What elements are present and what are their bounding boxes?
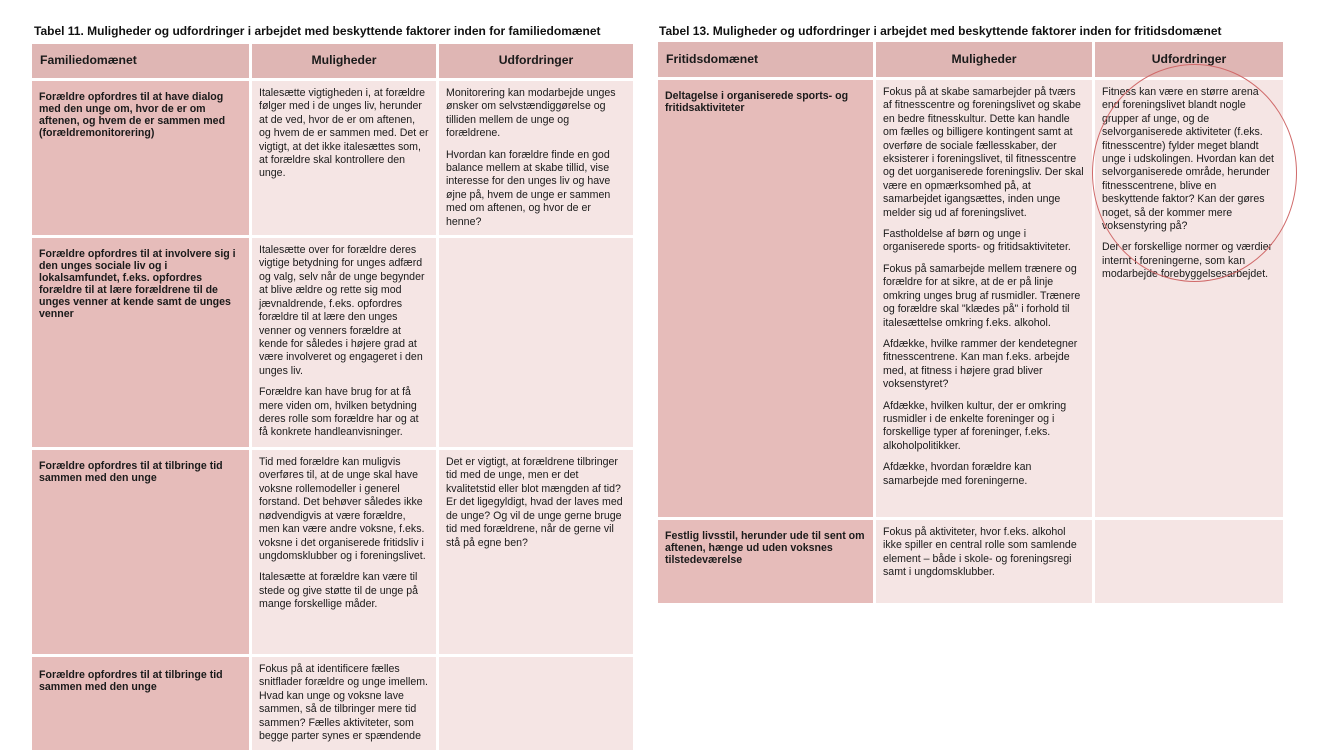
table-row — [32, 450, 636, 657]
paragraph: Forældre kan have brug for at få mere viden om, hvilken betydning deres rolle som forældre har og at få konkrete handleanvisninger. — [259, 386, 419, 439]
paragraph: Tid med forældre kan muligvis overføres til, at de unge skal have voksne rollemodeller i generel forstand. Det behøver således ikke nødvendigvis at være forældre, men kan være andre voksne, f.eks. voksne i det organiserede fritidsliv i ungdomsklubber og i foreningslivet. — [259, 456, 426, 562]
paragraph: Der er forskellige normer og værdier internt i foreningerne, som kan modarbejde forebyggelsesarbejdet. — [1102, 241, 1273, 281]
domain-cell: Forældre opfordres til at tilbringe tid sammen med den unge — [32, 450, 252, 657]
table-13 — [658, 42, 1286, 606]
table-row — [658, 520, 1286, 606]
table-11-header-opportunities: Muligheder — [252, 44, 439, 81]
paragraph: Italesætte vigtigheden i, at forældre følger med i de unges liv, herunder at de ved, hvor de er om aftenen, og hvem de er sammen med. Det er vigtigt, at det ikke italesættes som, at forældre skal kontrollere den unge. — [259, 87, 429, 180]
opportunities-cell — [252, 657, 439, 753]
paragraph: Fokus på aktiviteter, hvor f.eks. alkohol ikke spiller en central rolle som samlende element – både i skole- og foreningsregi samt i ungdomsklubber. — [883, 526, 1077, 579]
table-11 — [32, 44, 636, 753]
domain-cell: Forældre opfordres til at have dialog med den unge om, hvor de er om aftenen, og hvem de er sammen med (forældremonitorering) — [32, 81, 252, 238]
challenges-cell — [439, 450, 636, 657]
challenges-cell — [439, 657, 636, 753]
paragraph: Italesætte at forældre kan være til stede og give støtte til de unge på mange forskellige måder. — [259, 571, 419, 611]
table-11-header-challenges: Udfordringer — [439, 44, 636, 81]
table-13-header-opportunities: Muligheder — [876, 42, 1095, 80]
challenges-cell — [1095, 80, 1286, 520]
opportunities-cell — [876, 80, 1095, 520]
table-row — [32, 657, 636, 753]
table-13-title: Tabel 13. Muligheder og udfordringer i arbejdet med beskyttende faktorer inden for fritidsdomænet — [659, 24, 1222, 38]
table-row — [32, 238, 636, 450]
domain-cell: Festlig livsstil, herunder ude til sent om aftenen, hænge ud uden voksnes tilstedeværelse — [658, 520, 876, 606]
paragraph: Italesætte over for forældre deres vigtige betydning for unges adfærd og valg, selv når de unge begynder at blive ældre og rette sig mod jævnaldrende, f.eks. opfordres forældre til at lære den unges venner og venners forældre at kende for således i højere grad at være involveret og engageret i den unges liv. — [259, 244, 425, 377]
opportunities-cell — [876, 520, 1095, 606]
table-11-header-domain: Familiedomænet — [32, 44, 252, 81]
domain-cell: Forældre opfordres til at tilbringe tid sammen med den unge — [32, 657, 252, 753]
opportunities-cell — [252, 81, 439, 238]
table-13-header-domain: Fritidsdomænet — [658, 42, 876, 80]
domain-cell: Deltagelse i organiserede sports- og fritidsaktiviteter — [658, 80, 876, 520]
opportunities-cell — [252, 450, 439, 657]
paragraph: Afdække, hvordan forældre kan samarbejde med foreningerne. — [883, 461, 1032, 487]
paragraph: Afdække, hvilke rammer der kendetegner fitnesscentrene. Kan man f.eks. arbejde med, at fitness i højere grad bliver voksenstyret? — [883, 337, 1078, 391]
paragraph: Hvordan kan forældre finde en god balance mellem at skabe tillid, vise interesse for den unges liv og have øjne på, hvem de unge er sammen med om aftenen, og hvor de er henne? — [446, 148, 611, 228]
paragraph: Fokus på at identificere fælles snitflader forældre og unge imellem. Hvad kan unge og voksne lave sammen, så de tilbringer mere tid sammen? Fælles aktiviteter, som begge parter synes er spændende — [259, 663, 428, 743]
paragraph: Fokus på at skabe samarbejder på tværs af fitnesscentre og foreningslivet og skabe en bedre fitnesskultur. Dette kan handle om fælles og billigere kontingent samt at overføre de sociale fællesskaber, der eksisterer i foreningslivet, til fitnesscentre og det uorganiserede foreningsliv. Der skal være en opmærksomhed på, at samarbejdet igangsættes, inden unge melder sig ud af foreningslivet. — [883, 86, 1084, 219]
paragraph: Monitorering kan modarbejde unges ønsker om selvstændiggørelse og tilliden mellem de unge og forældrene. — [446, 87, 616, 140]
paragraph: Fokus på samarbejde mellem trænere og forældre for at sikre, at de er på linje omkring unges brug af rusmidler. Trænere og forældre skal "klædes på" i forhold til italesættelse omkring f.eks. alkohol. — [883, 262, 1081, 329]
paragraph: Afdække, hvilken kultur, der er omkring rusmidler i de enkelte foreninger og i forskellige typer af foreninger, f.eks. alkoholpolitikker. — [883, 399, 1067, 452]
domain-cell: Forældre opfordres til at involvere sig i den unges sociale liv og i lokalsamfundet, f.eks. opfordres forældre til at lære forældrene til de unges venner at kende samt de unges venner — [32, 238, 252, 450]
challenges-cell — [439, 238, 636, 450]
table-row — [658, 80, 1286, 520]
challenges-cell — [1095, 520, 1286, 606]
table-row — [32, 81, 636, 238]
paragraph: Fitness kan være en større arena end foreningslivet blandt nogle grupper af unge, og de selvorganiserede aktiviteter (f.eks. fitnesscentre) fylder meget blandt unge i udskolingen. Hvordan kan det selvorganiserede område, herunder fitnesscentrene, blive en beskyttende faktor? Kan der gøres noget, så der kommer mere voksenstyring på? — [1102, 86, 1274, 233]
table-11-title: Tabel 11. Muligheder og udfordringer i arbejdet med beskyttende faktorer inden for familiedomænet — [34, 24, 601, 38]
challenges-cell — [439, 81, 636, 238]
paragraph: Fastholdelse af børn og unge i organiserede sports- og fritidsaktiviteter. — [883, 228, 1071, 254]
opportunities-cell — [252, 238, 439, 450]
table-13-header-challenges: Udfordringer — [1095, 42, 1286, 80]
paragraph: Det er vigtigt, at forældrene tilbringer tid med de unge, men er det kvalitetstid eller blot mængden af tid? Er det ligegyldigt, hvad der laves med de unge? Og vil de unge gerne bruge tid med forældrene, når de gerne vil stå på egne ben? — [446, 456, 623, 549]
